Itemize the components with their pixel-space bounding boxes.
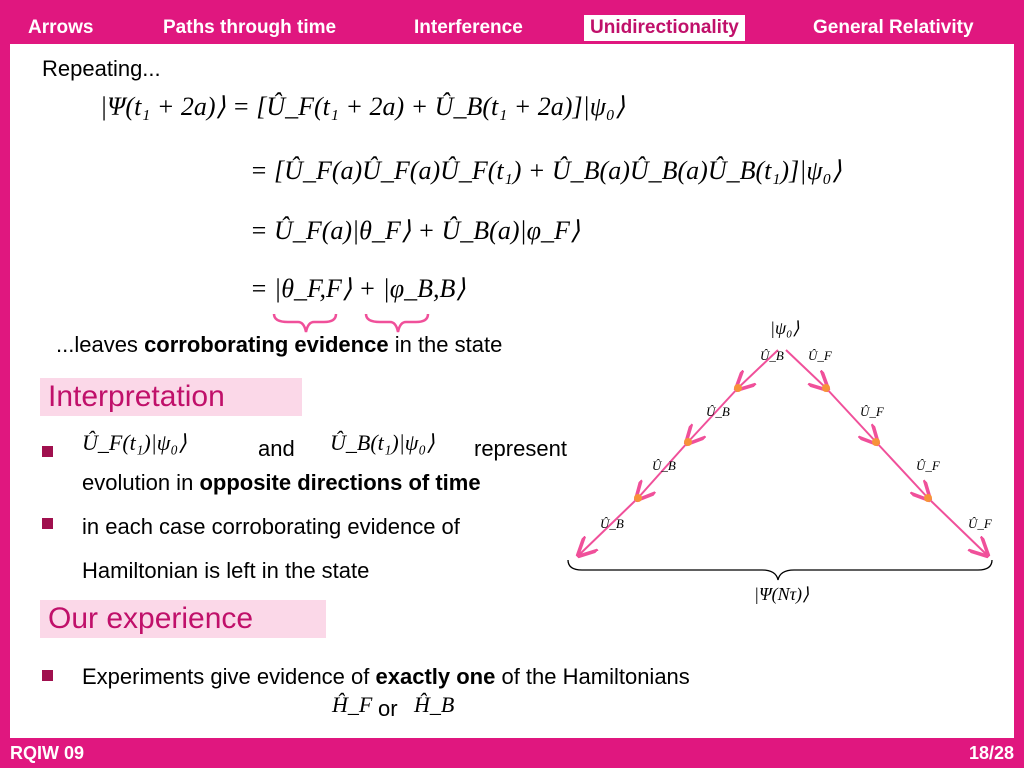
bullet-marker — [42, 670, 53, 681]
repeating-label: Repeating... — [42, 56, 161, 81]
equation-2: = [Û_F(a)Û_F(a)Û_F(t₁) + Û_B(a)Û_B(a)Û_B(t₁)]|ψ₀⟩ — [250, 156, 842, 185]
bullet3-bold: exactly one — [375, 664, 496, 689]
bullet-marker — [42, 446, 53, 457]
bullet2-line1: in each case corroborating evidence of — [82, 514, 460, 539]
tab-general-relativity[interactable]: General Relativity — [813, 17, 974, 38]
diagram-label-ub: Û_B — [600, 516, 624, 531]
bullet-marker — [42, 518, 53, 529]
or-label: or — [378, 696, 398, 721]
slide-content — [10, 44, 1014, 738]
tab-paths-through-time[interactable]: Paths through time — [163, 17, 337, 38]
diagram-label-uf: Û_F — [860, 404, 884, 419]
diagram-label-uf: Û_F — [916, 458, 940, 473]
diagram-label-ub: Û_B — [652, 458, 676, 473]
bullet1-line2-pre: evolution in — [82, 470, 194, 495]
leaves-bold: corroborating evidence — [144, 332, 389, 357]
tab-interference[interactable]: Interference — [414, 17, 523, 38]
diagram-initial-state: |ψ₀⟩ — [770, 318, 800, 338]
diagram-label-uf: Û_F — [968, 516, 992, 531]
bullet3-pre: Experiments give evidence of — [82, 664, 370, 689]
bullet3-post: of the Hamiltonians — [501, 664, 690, 689]
diagram-label-uf: Û_F — [808, 348, 832, 363]
bullet2-line2: Hamiltonian is left in the state — [82, 558, 370, 583]
interpretation-heading: Interpretation — [40, 378, 302, 416]
diagram-final-state: |Ψ(Nτ)⟩ — [754, 584, 810, 604]
bullet1-line2 — [82, 470, 481, 496]
leaves-post: in the state — [394, 332, 503, 357]
experience-heading: Our experience — [40, 600, 326, 638]
equation-1: |Ψ(t₁ + 2a)⟩ = [Û_F(t₁ + 2a) + Û_B(t₁ + 2a)]|ψ₀⟩ — [100, 92, 626, 121]
bullet1-expr-forward: Û_F(t₁)|ψ₀⟩ — [82, 430, 187, 455]
equation-4: = |θ_F,F⟩ + |φ_B,B⟩ — [250, 274, 466, 303]
bullet1-expr-backward: Û_B(t₁)|ψ₀⟩ — [330, 430, 435, 455]
footer-conference: RQIW 09 — [10, 743, 85, 763]
top-navigation-bar — [0, 0, 1024, 44]
leaves-evidence-line — [56, 332, 502, 358]
tab-arrows[interactable]: Arrows — [28, 17, 94, 38]
diagram-label-ub: Û_B — [760, 348, 784, 363]
footer-page-number: 18/28 — [968, 743, 1014, 763]
bullet3-line — [82, 664, 690, 690]
bullet1-and: and — [258, 436, 295, 461]
hamiltonian-forward: Ĥ_F — [332, 692, 373, 717]
leaves-pre: ...leaves — [56, 332, 138, 357]
bullet1-line2-bold: opposite directions of time — [199, 470, 481, 495]
bullet1-represent: represent — [474, 436, 567, 461]
diagram-label-ub: Û_B — [706, 404, 730, 419]
tab-unidirectionality[interactable]: Unidirectionality — [584, 15, 745, 41]
equation-3: = Û_F(a)|θ_F⟩ + Û_B(a)|φ_F⟩ — [250, 216, 581, 245]
hamiltonian-backward: Ĥ_B — [414, 692, 455, 717]
